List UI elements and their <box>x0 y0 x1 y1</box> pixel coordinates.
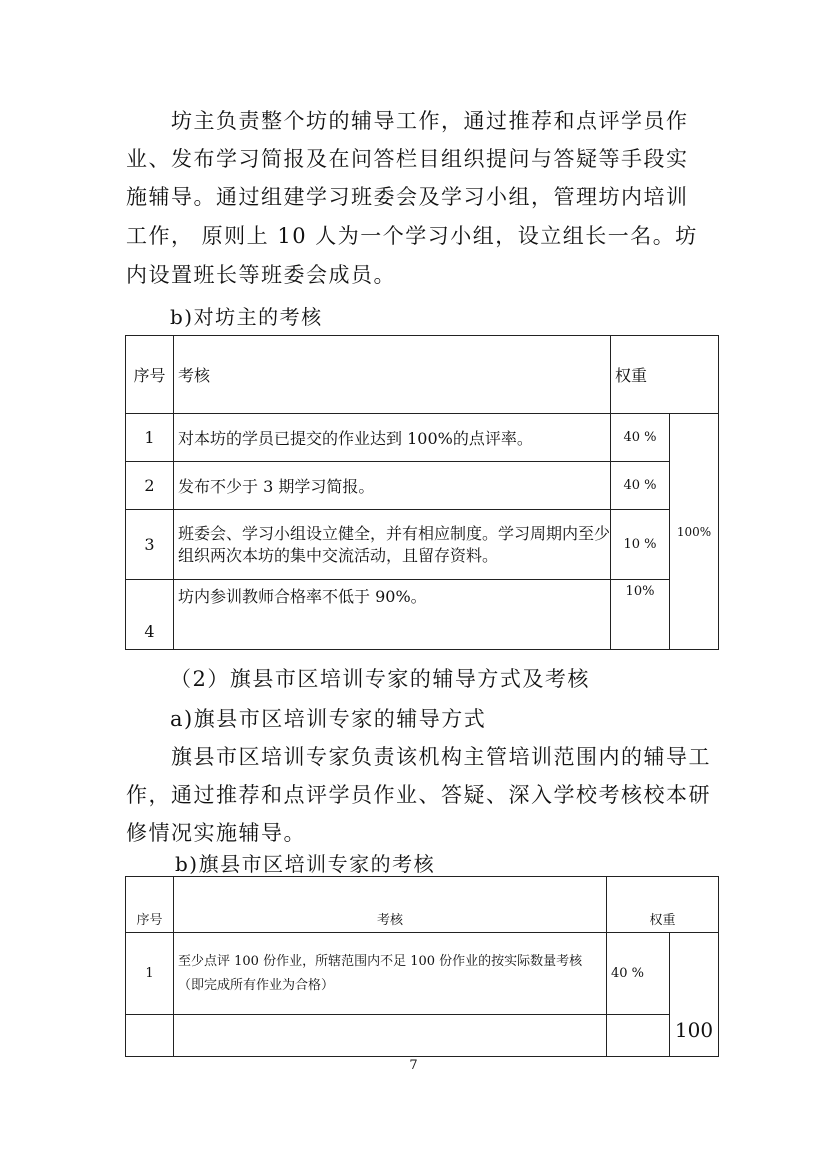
row-item: 至少点评 100 份作业，所辖范围内不足 100 份作业的按实际数量考核（即完成所有作业为合格） <box>174 933 607 1015</box>
section-heading-b1: b)对坊主的考核 <box>170 305 323 329</box>
para1-line: 坊主负责整个坊的辅导工作，通过推荐和点评学员作 <box>126 109 689 133</box>
row-weight <box>607 1015 670 1057</box>
header-no: 序号 <box>126 336 174 414</box>
table-row <box>126 933 719 1015</box>
row-no: 1 <box>126 414 174 462</box>
row-weight: 40 % <box>611 462 670 510</box>
total-weight: 100 <box>670 933 719 1057</box>
para2-line: 修情况实施辅导。 <box>126 821 306 845</box>
table-row <box>126 580 719 650</box>
row-no: 2 <box>126 462 174 510</box>
table-row <box>126 510 719 580</box>
para1-line: 业、发布学习简报及在问答栏目组织提问与答疑等手段实 <box>126 147 689 171</box>
row-item: 坊内参训教师合格率不低于 90%。 <box>174 580 611 650</box>
header-item: 考核 <box>174 877 607 933</box>
row-weight: 40 % <box>607 933 670 1015</box>
row-item: 班委会、学习小组设立健全，并有相应制度。学习周期内至少组织两次本坊的集中交流活动，且留存资料。 <box>174 510 611 580</box>
page-number: 7 <box>409 1058 418 1073</box>
row-no <box>126 1015 174 1057</box>
row-weight: 10% <box>611 580 670 650</box>
para1-line: 内设置班长等班委会成员。 <box>126 263 396 287</box>
row-no: 4 <box>126 580 174 650</box>
header-item: 考核 <box>174 336 611 414</box>
row-item: 发布不少于 3 期学习简报。 <box>174 462 611 510</box>
table-header-row <box>126 877 719 933</box>
para1-line: 工作， 原则上 10 人为一个学习小组，设立组长一名。坊 <box>126 224 698 248</box>
para2-line: 作，通过推荐和点评学员作业、答疑、深入学校考核校本研 <box>126 783 711 807</box>
row-weight: 10 % <box>611 510 670 580</box>
para2-line: 旗县市区培训专家负责该机构主管培训范围内的辅导工 <box>126 745 711 769</box>
row-item: 对本坊的学员已提交的作业达到 100%的点评率。 <box>174 414 611 462</box>
header-weight: 权重 <box>611 336 719 414</box>
table-row <box>126 414 719 462</box>
total-weight: 100% <box>670 414 719 650</box>
row-no: 3 <box>126 510 174 580</box>
header-weight: 权重 <box>607 877 719 933</box>
assessment-table-1 <box>125 335 719 650</box>
table-header-row <box>126 336 719 414</box>
row-item <box>174 1015 607 1057</box>
table-row <box>126 1015 719 1057</box>
header-no: 序号 <box>126 877 174 933</box>
assessment-table-2 <box>125 876 719 1057</box>
row-weight: 40 % <box>611 414 670 462</box>
row-no: 1 <box>126 933 174 1015</box>
table-row <box>126 462 719 510</box>
para1-line: 施辅导。通过组建学习班委会及学习小组，管理坊内培训 <box>126 185 689 209</box>
section-heading-b2: b)旗县市区培训专家的考核 <box>175 852 436 876</box>
section-heading-2: （2）旗县市区培训专家的辅导方式及考核 <box>170 667 590 691</box>
section-heading-a2: a)旗县市区培训专家的辅导方式 <box>170 707 487 731</box>
